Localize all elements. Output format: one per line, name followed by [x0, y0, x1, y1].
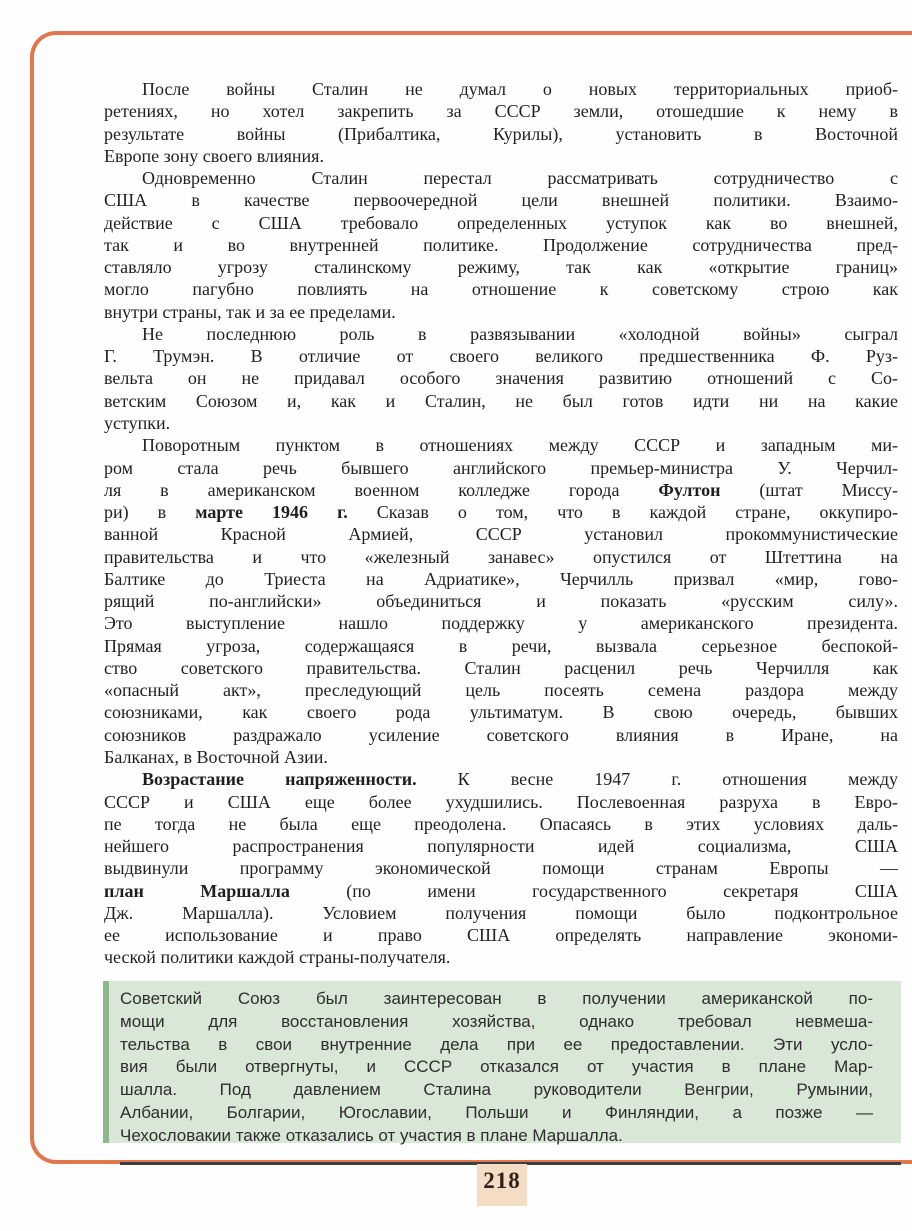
text-segment: К весне 1947 г. отношения между — [416, 769, 898, 790]
text-line — [120, 1102, 873, 1125]
text-line — [104, 880, 898, 902]
text-line — [104, 568, 898, 590]
note-text — [120, 988, 873, 1148]
text-line — [120, 1056, 873, 1079]
text-line — [104, 412, 898, 434]
text-line — [104, 189, 898, 211]
text-segment: США в качестве первоочередной цели внешней политики. Взаимо- — [104, 190, 898, 211]
text-segment: ром стала речь бывшего английского премьер-министра У. Черчил- — [104, 457, 898, 478]
text-segment: Сказав о том, что в каждой стране, оккупиро- — [347, 502, 898, 523]
text-segment: ставляло угрозу сталинскому режиму, так как «открытие границ» — [104, 257, 898, 278]
text-line — [120, 1125, 873, 1148]
text-line — [104, 902, 898, 924]
text-segment: действие с США требовало определенных уступок как во внешней, — [104, 212, 898, 233]
paragraph — [104, 323, 898, 434]
text-line — [104, 479, 898, 501]
text-line — [104, 590, 898, 612]
text-line — [104, 946, 898, 968]
text-line — [104, 167, 898, 189]
text-segment: Балканах, в Восточной Азии. — [104, 746, 328, 767]
text-segment: Дж. Маршалла). Условием получения помощи было подконтрольное — [104, 902, 898, 923]
paragraph — [104, 78, 898, 167]
text-line — [104, 724, 898, 746]
page-number-plate — [477, 1164, 527, 1206]
text-segment: СССР и США еще более ухудшились. Послевоенная разруха в Евро- — [104, 791, 898, 812]
text-segment: Г. Трумэн. В отличие от своего великого предшественника Ф. Руз- — [104, 346, 898, 367]
text-line — [104, 857, 898, 879]
text-line — [104, 457, 898, 479]
text-line — [120, 1011, 873, 1034]
text-line — [104, 679, 898, 701]
text-segment: тельства в свои внутренние дела при ее предоставлении. Эти усло- — [120, 1034, 873, 1054]
text-segment: шалла. Под давлением Сталина руководители Венгрии, Румынии, — [120, 1080, 873, 1100]
text-line — [104, 612, 898, 634]
text-line — [104, 924, 898, 946]
text-line — [120, 988, 873, 1011]
text-line — [104, 501, 898, 523]
bold-text-segment: Возрастание напряженности. — [142, 769, 417, 790]
page-number: 218 — [483, 1168, 521, 1193]
bold-text-segment: марте 1946 г. — [195, 502, 348, 523]
text-segment: Одновременно Сталин перестал рассматривать сотрудничество с — [142, 168, 898, 189]
text-segment: могло пагубно повлиять на отношение к советскому строю как — [104, 279, 898, 300]
text-segment: уступки. — [104, 412, 171, 433]
text-line — [104, 813, 898, 835]
text-line — [120, 1034, 873, 1057]
text-segment: ветским Союзом и, как и Сталин, не был готов идти ни на какие — [104, 390, 898, 411]
text-line — [104, 345, 898, 367]
text-line — [104, 635, 898, 657]
text-segment: Советский Союз был заинтересован в получении американской по- — [120, 989, 873, 1008]
text-segment: Это выступление нашло поддержку у американского президента. — [104, 613, 898, 634]
text-line — [104, 434, 898, 456]
text-segment: После войны Сталин не думал о новых территориальных приоб- — [142, 79, 898, 99]
bold-text-segment: план Маршалла — [104, 880, 290, 901]
text-line — [104, 78, 898, 100]
text-segment: правительства и что «железный занавес» опустился от Штеттина на — [104, 546, 898, 567]
text-segment: внутри страны, так и за ее пределами. — [104, 301, 396, 322]
text-segment: Балтике до Триеста на Адриатике», Черчилль призвал «мир, гово- — [104, 568, 898, 589]
text-segment: Чехословакии также отказались от участия в плане Маршалла. — [120, 1125, 623, 1145]
text-segment: Европе зону своего влияния. — [104, 145, 324, 166]
body-text — [104, 78, 898, 969]
paragraph — [104, 167, 898, 323]
text-line — [104, 234, 898, 256]
text-line — [104, 100, 898, 122]
text-line — [104, 546, 898, 568]
text-segment: союзниками, как своего рода ультиматум. В свою очередь, бывших — [104, 702, 898, 723]
text-line — [104, 212, 898, 234]
text-line — [120, 1079, 873, 1102]
text-segment: ческой политики каждой страны-получателя. — [104, 947, 451, 968]
text-segment: так и во внутренней политике. Продолжение сотрудничества пред- — [104, 234, 898, 255]
note-accent-bar — [103, 981, 109, 1143]
text-segment: рящий по-английски» объединиться и показать «русским силу». — [104, 591, 898, 612]
text-line — [104, 523, 898, 545]
text-segment: ретениях, но хотел закрепить за СССР земли, отошедшие к нему в — [104, 101, 898, 122]
text-line — [104, 701, 898, 723]
text-segment: нейшего распространения популярности идей социализма, США — [104, 836, 898, 857]
text-segment: Поворотным пунктом в отношениях между СССР и западным ми- — [142, 435, 898, 456]
text-segment: вельта он не придавал особого значения развитию отношений с Со- — [104, 368, 898, 389]
text-line — [104, 145, 898, 167]
text-segment: Албании, Болгарии, Югославии, Польши и Финляндии, а позже — — [120, 1102, 873, 1122]
text-segment: союзников раздражало усиление советского влияния в Иране, на — [104, 724, 898, 745]
text-line — [104, 367, 898, 389]
text-segment: Прямая угроза, содержащаяся в речи, вызвала серьезное беспокой- — [104, 635, 898, 656]
text-segment: «опасный акт», преследующий цель посеять семена раздора между — [104, 680, 898, 701]
text-segment: выдвинули программу экономической помощи странам Европы — — [104, 858, 898, 879]
text-segment: ри) в — [104, 502, 196, 523]
text-line — [104, 390, 898, 412]
text-line — [104, 768, 898, 790]
text-line — [104, 323, 898, 345]
paragraph — [120, 988, 873, 1148]
text-line — [104, 746, 898, 768]
text-line — [104, 791, 898, 813]
text-segment: пе тогда не была еще преодолена. Опасаясь в этих условиях даль- — [104, 813, 898, 834]
text-line — [104, 657, 898, 679]
bold-text-segment: Фултон — [658, 479, 721, 500]
highlight-note-box — [103, 981, 901, 1143]
text-segment: вия были отвергнуты, и СССР отказался от участия в плане Мар- — [120, 1057, 873, 1077]
text-segment: результате войны (Прибалтика, Курилы), установить в Восточной — [104, 123, 898, 144]
text-segment: ванной Красной Армией, СССР установил прокоммунистические — [104, 524, 898, 545]
text-line — [104, 123, 898, 145]
text-segment: ее использование и право США определять направление экономи- — [104, 925, 898, 946]
text-line — [104, 835, 898, 857]
text-segment: мощи для восстановления хозяйства, однако требовал невмеша- — [120, 1011, 873, 1031]
paragraph — [104, 434, 898, 768]
text-segment: Не последнюю роль в развязывании «холодной войны» сыграл — [142, 323, 898, 344]
text-segment: (по имени государственного секретаря США — [289, 880, 898, 901]
text-segment: (штат Миссу- — [720, 479, 898, 500]
text-line — [104, 301, 898, 323]
paragraph — [104, 768, 898, 968]
text-line — [104, 256, 898, 278]
text-segment: ля в американском военном колледже города — [104, 479, 659, 500]
text-segment: ство советского правительства. Сталин расценил речь Черчилля как — [104, 657, 898, 678]
text-line — [104, 278, 898, 300]
